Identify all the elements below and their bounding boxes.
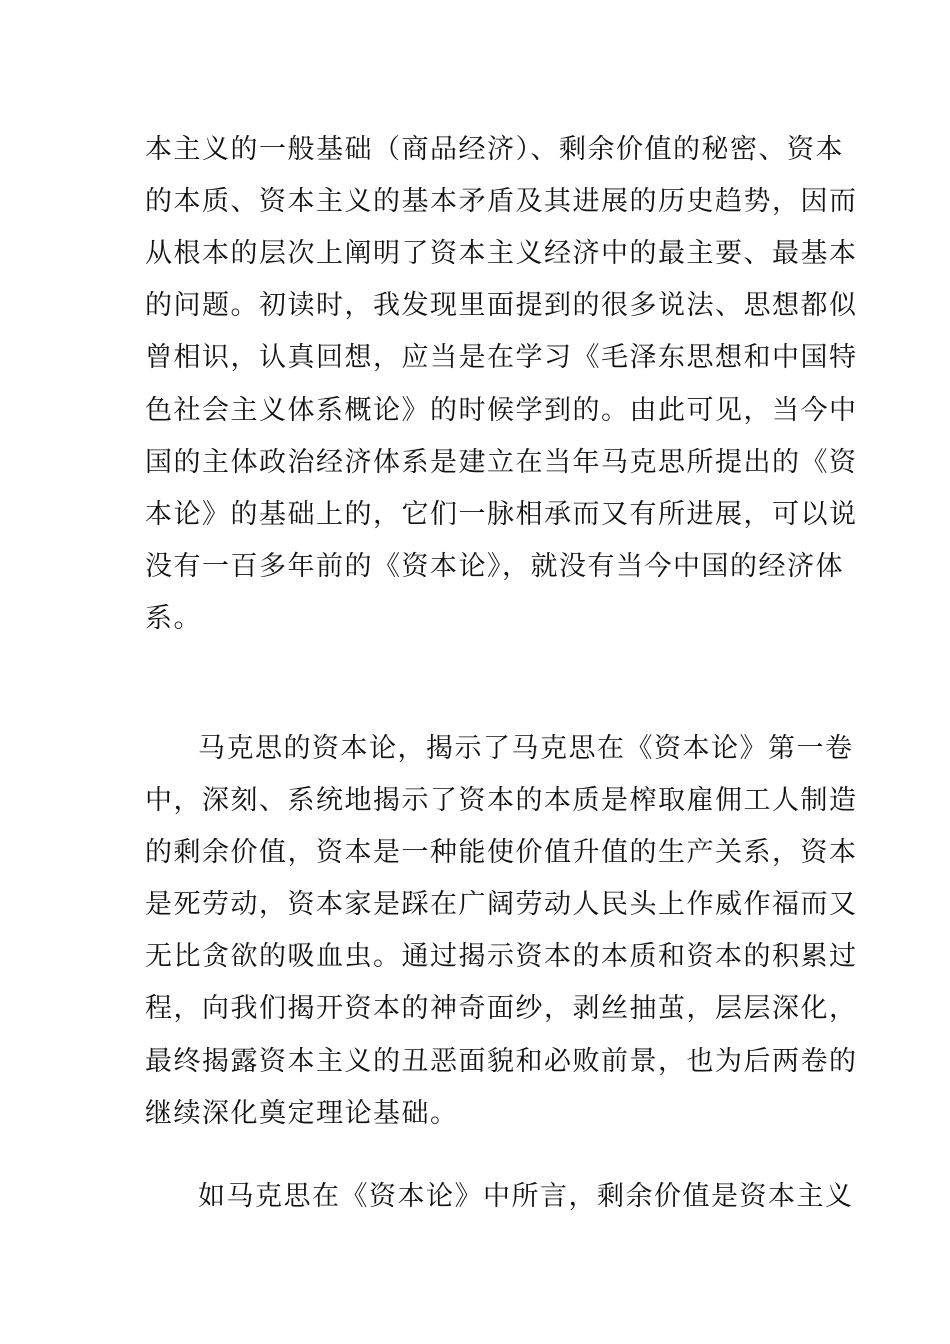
text-line: 国的主体政治经济体系是建立在当年马克思所提出的《资 (145, 447, 858, 478)
text-line: 程，向我们揭开资本的神奇面纱，剥丝抽茧，层层深化， (145, 993, 858, 1024)
text-line: 没有一百多年前的《资本论》，就没有当今中国的经济体 (145, 551, 844, 582)
text-line: 继续深化奠定理论基础。 (145, 1098, 459, 1129)
text-line: 的本质、资本主义的基本矛盾及其进展的历史趋势，因而 (145, 186, 858, 217)
text-line: 从根本的层次上阐明了资本主义经济中的最主要、最基本 (145, 238, 858, 269)
text-line: 系。 (145, 603, 202, 634)
text-line: 本论》的基础上的，它们一脉相承而又有所进展，可以说 (145, 499, 858, 530)
text-line: 本主义的一般基础（商品经济）、剩余价值的秘密、资本 (145, 134, 844, 165)
text-line: 马克思的资本论，揭示了马克思在《资本论》第一卷 (198, 733, 854, 764)
text-line: 中，深刻、系统地揭示了资本的本质是榨取雇佣工人制造 (145, 785, 858, 816)
text-line: 无比贪欲的吸血虫。通过揭示资本的本质和资本的积累过 (145, 941, 858, 972)
text-line: 的剩余价值，资本是一种能使价值升值的生产关系，资本 (145, 837, 858, 868)
text-line: 最终揭露资本主义的丑恶面貌和必败前景，也为后两卷的 (145, 1046, 858, 1077)
text-line: 色社会主义体系概论》的时候学到的。由此可见，当今中 (145, 395, 858, 426)
text-line: 如马克思在《资本论》中所言，剩余价值是资本主义 (198, 1181, 854, 1212)
text-line: 是死劳动，资本家是踩在广阔劳动人民头上作威作福而又 (145, 889, 858, 920)
text-line: 的问题。初读时，我发现里面提到的很多说法、思想都似 (145, 290, 858, 321)
text-line: 曾相识，认真回想，应当是在学习《毛泽东思想和中国特 (145, 342, 858, 373)
